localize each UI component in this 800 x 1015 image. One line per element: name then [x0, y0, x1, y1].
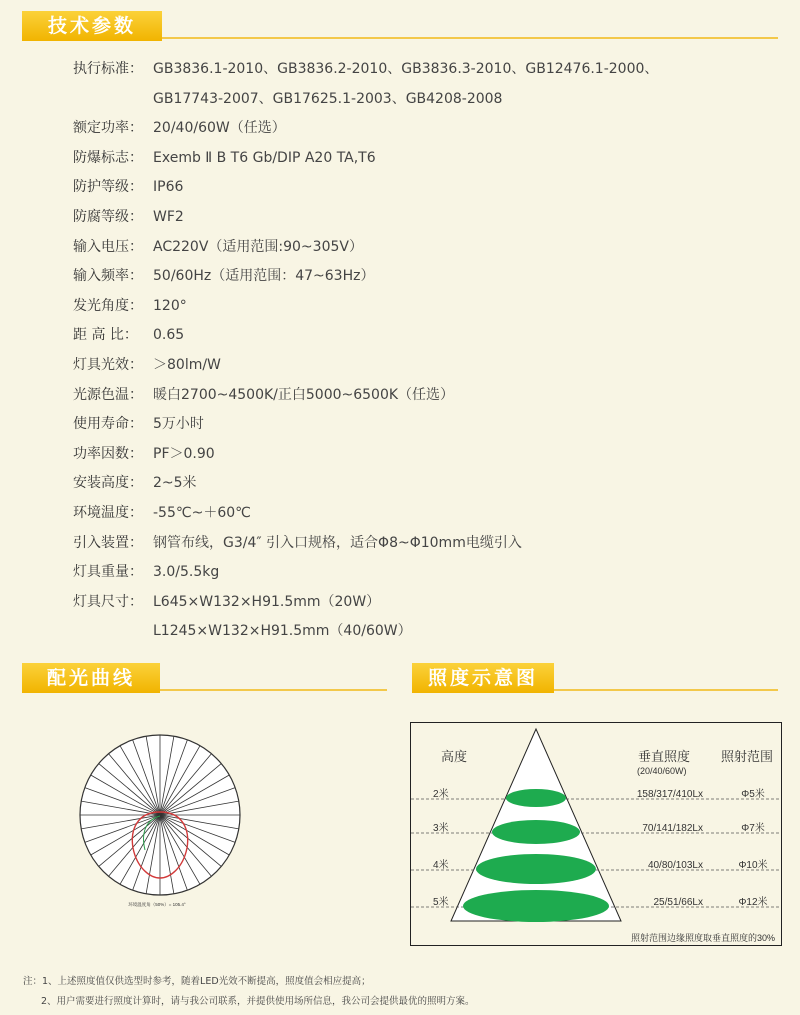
- range-value: Φ10米: [738, 860, 768, 871]
- spec-row: [73, 617, 773, 647]
- spec-label: 使用寿命：: [73, 416, 143, 433]
- height-label: 2米: [433, 789, 449, 800]
- range-value: Φ12米: [738, 897, 768, 908]
- spec-label: 距 高 比：: [73, 327, 138, 344]
- spec-value: Exemb Ⅱ B T6 Gb/DIP A20 TA,T6: [153, 149, 376, 166]
- polar-grid: [80, 735, 240, 895]
- illum-footnote: 照射范围边缘照度取垂直照度的30%: [630, 933, 775, 943]
- spec-row: [73, 85, 773, 115]
- spec-label: 发光角度：: [73, 297, 143, 314]
- spec-value: AC220V（适用范围:90~305V）: [153, 238, 363, 255]
- spec-list: [73, 55, 773, 647]
- illum-section-header: [412, 663, 778, 693]
- illumination-ellipse: [463, 890, 609, 922]
- spec-label: 防腐等级：: [73, 208, 143, 225]
- light-curve-section-header: [22, 663, 387, 693]
- lux-value: 25/51/66Lx: [653, 897, 703, 908]
- height-label: 5米: [433, 897, 449, 908]
- spec-row: [73, 381, 773, 411]
- spec-value: 2~5米: [153, 475, 197, 492]
- divider: [162, 37, 778, 39]
- spec-label: 灯具尺寸：: [73, 593, 143, 610]
- range-header: 照射范围: [721, 749, 774, 764]
- divider: [554, 689, 778, 691]
- spec-value: 5万小时: [153, 416, 204, 433]
- tech-section-title: 技术参数: [22, 11, 162, 41]
- spec-row: [73, 55, 773, 85]
- spec-value: PF＞0.90: [153, 445, 215, 462]
- spec-value: 钢管布线，G3/4″ 引入口规格，适合Φ8~Φ10mm电缆引入: [153, 534, 522, 551]
- spec-value: GB17743-2007、GB17625.1-2003、GB4208-2008: [153, 90, 503, 107]
- spec-value: IP66: [153, 179, 184, 196]
- divider: [160, 689, 387, 691]
- spec-row: [73, 440, 773, 470]
- polar-caption: 环境温度角（50%）= 105.4°: [128, 902, 186, 907]
- spec-label: 引入装置：: [73, 534, 143, 551]
- spec-row: [73, 529, 773, 559]
- spec-row: [73, 558, 773, 588]
- height-label: 4米: [433, 860, 449, 871]
- illuminance-rows: [411, 787, 781, 922]
- spec-label: 执行标准：: [73, 61, 143, 77]
- spec-value: GB3836.1-2010、GB3836.2-2010、GB3836.3-2010、GB12476.1-2000、: [153, 61, 659, 77]
- illuminance-diagram: [410, 722, 782, 946]
- spec-row: [73, 144, 773, 174]
- height-header: 高度: [441, 749, 468, 764]
- lux-value: 158/317/410Lx: [636, 789, 703, 800]
- spec-label: 额定功率：: [73, 120, 143, 137]
- note-2: 2、用户需要进行照度计算时，请与我公司联系，并提供使用场所信息，我公司会提供最优的照明方案。: [41, 996, 475, 1007]
- polar-light-distribution-diagram: [75, 730, 245, 910]
- notes: [23, 972, 475, 1012]
- spec-value: L645×W132×H91.5mm（20W）: [153, 593, 381, 610]
- spec-value: 暖白2700~4500K/正白5000~6500K（任选）: [153, 386, 455, 403]
- spec-value: 0.65: [153, 327, 185, 344]
- spec-label: 灯具重量：: [73, 564, 143, 581]
- spec-row: [73, 499, 773, 529]
- spec-label: 环境温度：: [73, 504, 143, 521]
- range-value: Φ7米: [741, 823, 765, 834]
- spec-value: WF2: [153, 208, 184, 225]
- illum-section-title: 照度示意图: [412, 663, 554, 693]
- spec-row: [73, 321, 773, 351]
- spec-row: [73, 410, 773, 440]
- range-value: Φ5米: [741, 789, 765, 800]
- spec-row: [73, 173, 773, 203]
- spec-row: [73, 233, 773, 263]
- spec-row: [73, 469, 773, 499]
- tech-section-header: [22, 11, 778, 41]
- illumination-ellipse: [506, 789, 566, 807]
- spec-row: [73, 203, 773, 233]
- spec-label: 输入电压：: [73, 238, 143, 255]
- spec-label: 光源色温：: [73, 386, 143, 403]
- vertical-illum-header: 垂直照度: [638, 749, 691, 764]
- spec-row: [73, 292, 773, 322]
- spec-label: 安装高度：: [73, 475, 143, 492]
- spec-label: 防爆标志：: [73, 149, 143, 166]
- illumination-ellipse: [492, 820, 580, 844]
- illumination-ellipse: [476, 854, 596, 884]
- spec-value: -55℃~＋60℃: [153, 504, 251, 521]
- note-1: 注：1、上述照度值仅供选型时参考，随着LED光效不断提高，照度值会相应提高；: [23, 976, 371, 987]
- illuminance-svg: [411, 723, 781, 945]
- spec-value: 3.0/5.5kg: [153, 564, 220, 581]
- spec-value: 20/40/60W（任选）: [153, 120, 286, 137]
- spec-label: 功率因数：: [73, 445, 143, 462]
- spec-value: L1245×W132×H91.5mm（40/60W）: [153, 623, 412, 640]
- spec-value: 120°: [153, 297, 187, 314]
- spec-label: 防护等级：: [73, 179, 143, 196]
- spec-row: [73, 351, 773, 381]
- light-curve-section-title: 配光曲线: [22, 663, 160, 693]
- spec-label: 输入频率：: [73, 268, 143, 285]
- spec-row: [73, 588, 773, 618]
- spec-value: 50/60Hz（适用范围：47~63Hz）: [153, 268, 375, 285]
- spec-label: 灯具光效：: [73, 356, 143, 373]
- vertical-illum-subheader: (20/40/60W): [637, 766, 687, 776]
- spec-row: [73, 114, 773, 144]
- lux-value: 70/141/182Lx: [642, 823, 703, 834]
- spec-value: ＞80lm/W: [153, 356, 221, 373]
- height-label: 3米: [433, 823, 449, 834]
- spec-row: [73, 262, 773, 292]
- lux-value: 40/80/103Lx: [647, 860, 703, 871]
